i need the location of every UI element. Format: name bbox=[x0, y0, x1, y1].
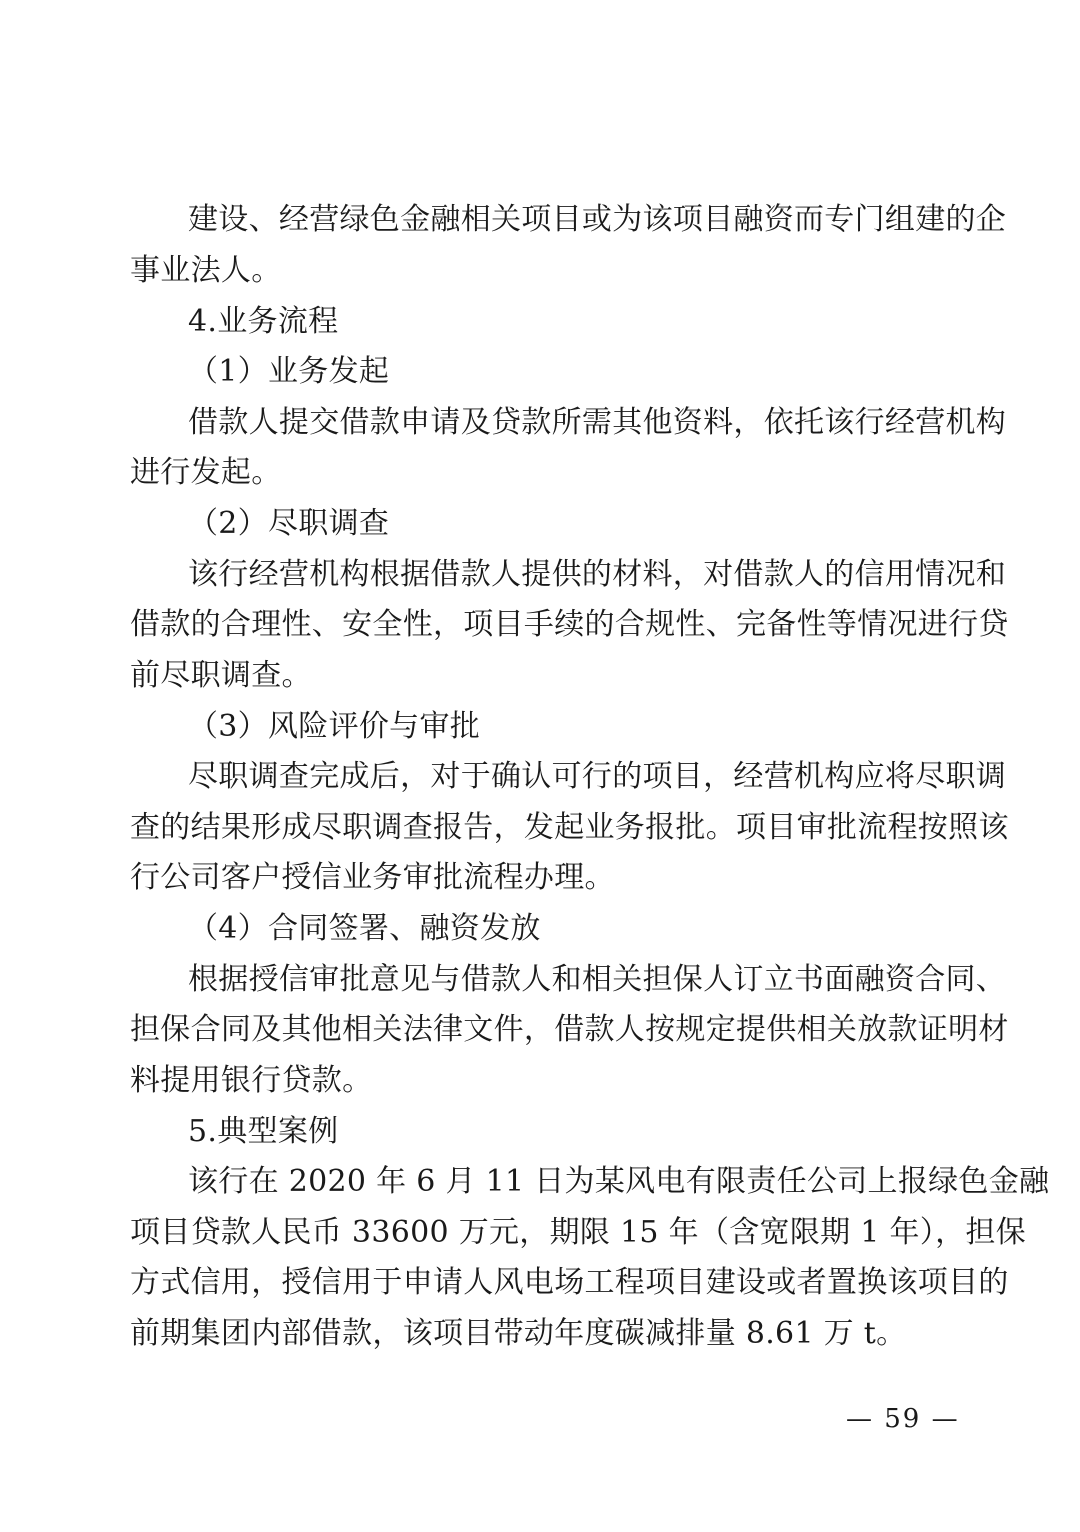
body-line: 尽职调查完成后，对于确认可行的项目，经营机构应将尽职调 bbox=[188, 759, 1007, 794]
body-line: 方式信用，授信用于申请人风电场工程项目建设或者置换该项目的 bbox=[130, 1265, 1009, 1300]
body-line: 项目贷款人民币 33600 万元，期限 15 年（含宽限期 1 年），担保 bbox=[130, 1215, 1027, 1250]
body-line: 进行发起。 bbox=[130, 455, 282, 490]
subsection-heading: （4）合同签署、融资发放 bbox=[188, 911, 541, 946]
body-line: 查的结果形成尽职调查报告，发起业务报批。项目审批流程按照该 bbox=[130, 810, 1009, 845]
body-line: 借款的合理性、安全性，项目手续的合规性、完备性等情况进行贷 bbox=[130, 607, 1009, 642]
subsection-heading: （2）尽职调查 bbox=[188, 506, 390, 541]
page-number: — 59 — bbox=[846, 1404, 960, 1434]
body-line: 事业法人。 bbox=[130, 253, 282, 288]
body-line: 料提用银行贷款。 bbox=[130, 1063, 373, 1098]
body-line: 担保合同及其他相关法律文件，借款人按规定提供相关放款证明材 bbox=[130, 1012, 1009, 1047]
body-line: 建设、经营绿色金融相关项目或为该项目融资而专门组建的企 bbox=[188, 202, 1007, 237]
section-heading: 4.业务流程 bbox=[188, 304, 339, 339]
body-line: 根据授信审批意见与借款人和相关担保人订立书面融资合同、 bbox=[188, 962, 1007, 997]
subsection-heading: （1）业务发起 bbox=[188, 354, 390, 389]
section-heading: 5.典型案例 bbox=[188, 1114, 339, 1149]
body-line: 该行经营机构根据借款人提供的材料，对借款人的信用情况和 bbox=[188, 557, 1007, 592]
body-line: 该行在 2020 年 6 月 11 日为某风电有限责任公司上报绿色金融 bbox=[188, 1164, 1050, 1199]
body-line: 借款人提交借款申请及贷款所需其他资料，依托该行经营机构 bbox=[188, 405, 1007, 440]
body-line: 前期集团内部借款，该项目带动年度碳减排量 8.61 万 t。 bbox=[130, 1316, 907, 1351]
body-line: 前尽职调查。 bbox=[130, 658, 312, 693]
subsection-heading: （3）风险评价与审批 bbox=[188, 709, 481, 744]
body-line: 行公司客户授信业务审批流程办理。 bbox=[130, 860, 615, 895]
